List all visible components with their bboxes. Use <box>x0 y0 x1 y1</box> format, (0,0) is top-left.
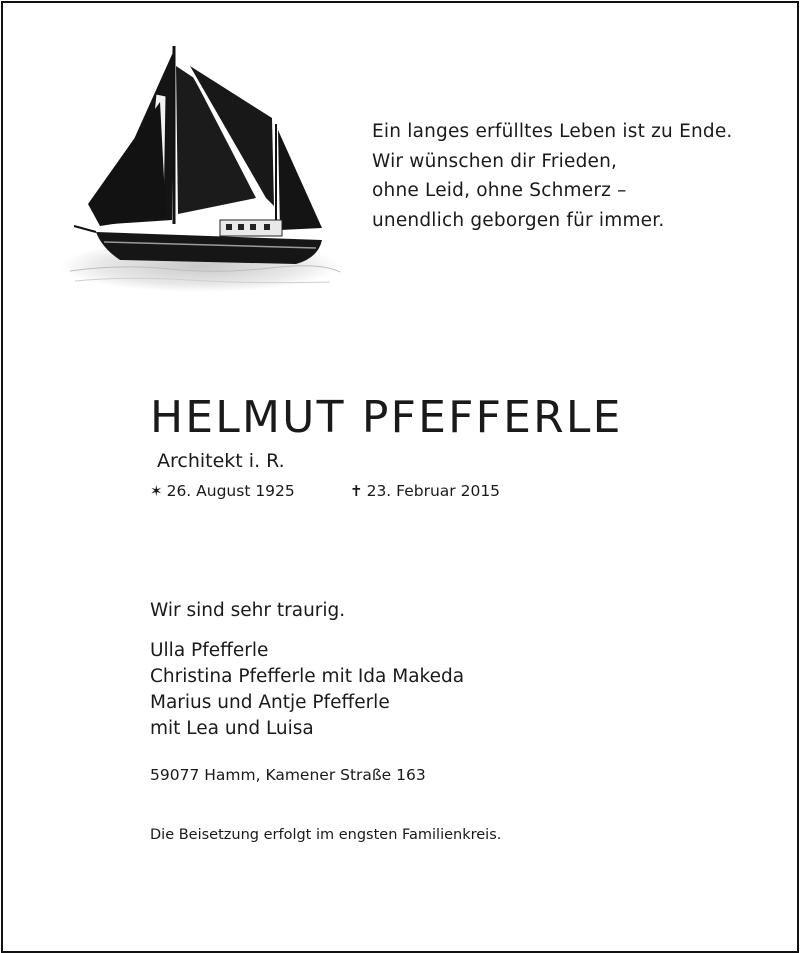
death-date: 23. Februar 2015 <box>366 482 501 500</box>
birth-date: 26. August 1925 <box>166 482 295 500</box>
poem-line: unendlich geborgen für immer. <box>372 209 665 231</box>
mourners-list <box>150 638 464 742</box>
death-date-group <box>350 482 500 500</box>
mourner-name: Marius und Antje Pfefferle <box>150 692 390 713</box>
life-dates <box>150 482 501 500</box>
mourner-name: mit Lea und Luisa <box>150 718 314 739</box>
family-address: 59077 Hamm, Kamener Straße 163 <box>150 766 426 784</box>
mourners-intro: Wir sind sehr traurig. <box>150 600 346 621</box>
birth-star-icon: ✶ <box>150 482 163 500</box>
poem <box>372 117 732 235</box>
burial-notice: Die Beisetzung erfolgt im engsten Familienkreis. <box>150 827 502 843</box>
deceased-profession: Architekt i. R. <box>157 450 285 472</box>
deceased-name: HELMUT PFEFFERLE <box>150 392 623 443</box>
poem-line: Wir wünschen dir Frieden, <box>372 150 618 172</box>
poem-line: ohne Leid, ohne Schmerz – <box>372 180 627 201</box>
sailing-ship-image <box>60 36 345 292</box>
mourner-name: Ulla Pfefferle <box>150 640 269 661</box>
death-cross-icon: ✝ <box>350 482 363 500</box>
mourner-name: Christina Pfefferle mit Ida Makeda <box>150 666 465 687</box>
poem-line: Ein langes erfülltes Leben ist zu Ende. <box>372 121 733 142</box>
